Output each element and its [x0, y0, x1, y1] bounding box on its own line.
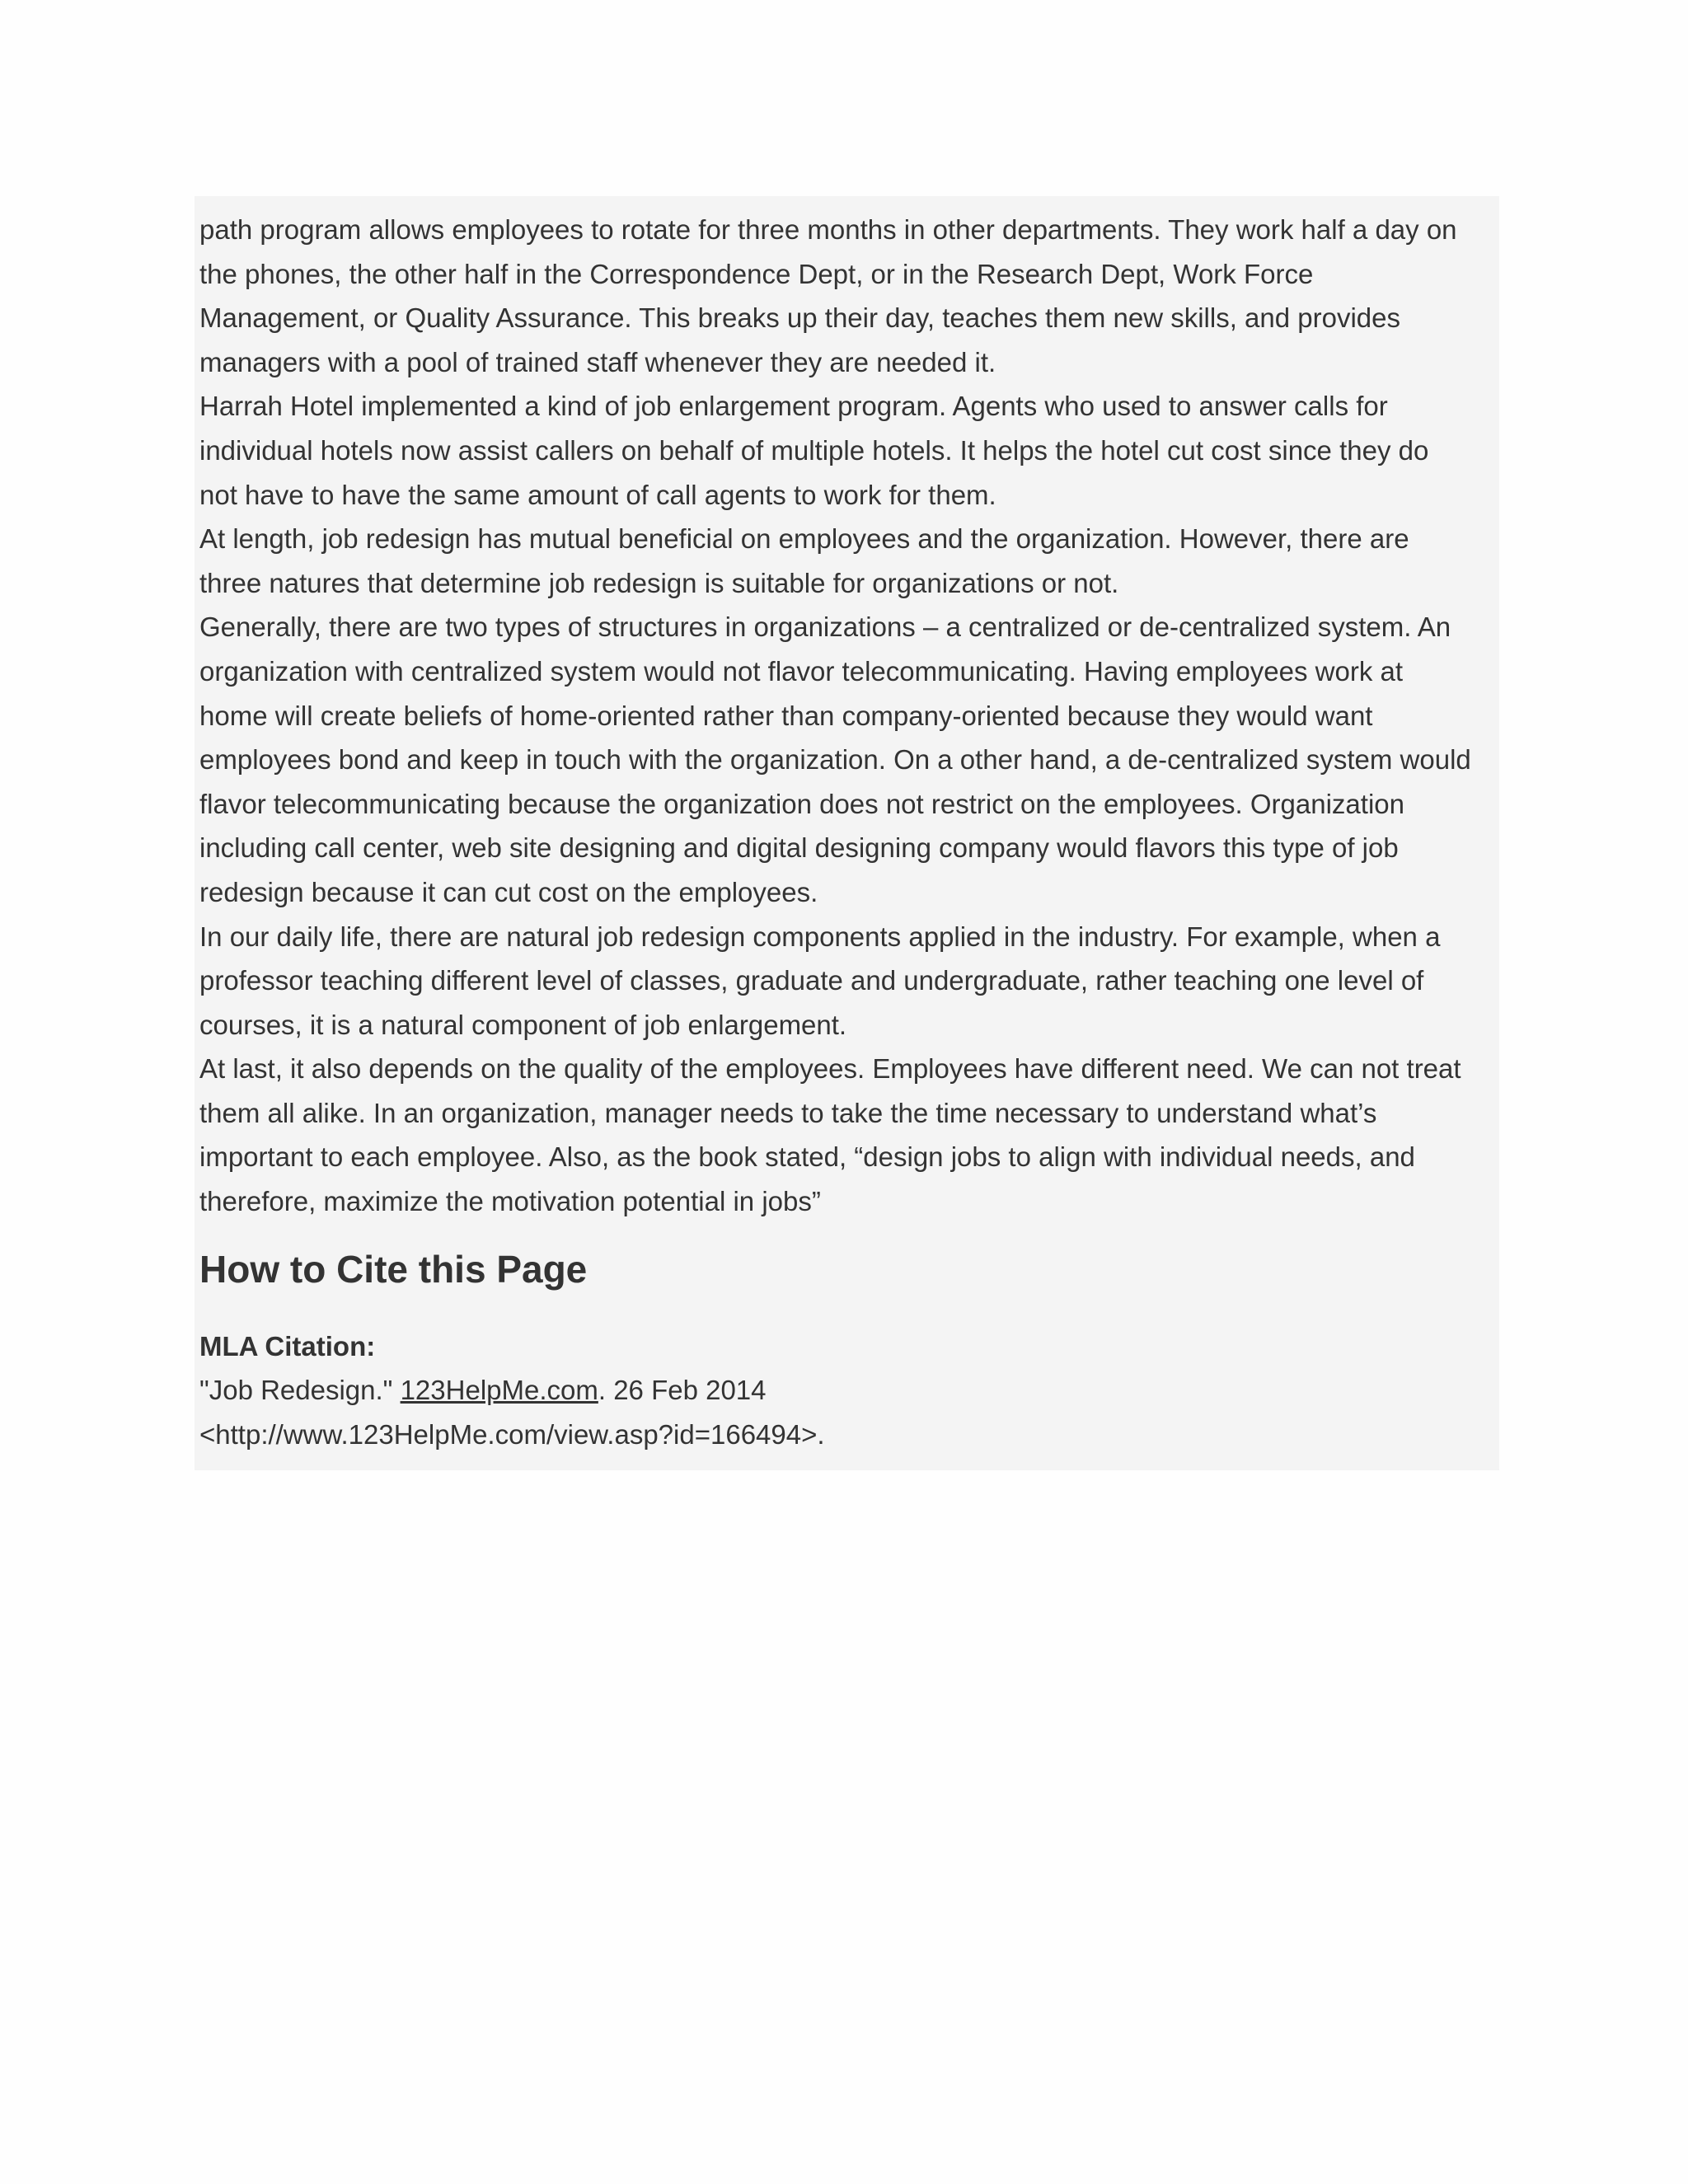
article-content-box: [195, 196, 1499, 1470]
citation-title: "Job Redesign.": [199, 1375, 401, 1406]
mla-citation-label: MLA Citation:: [199, 1330, 376, 1361]
citation-text: [199, 1368, 1498, 1413]
paragraph-mutual-benefit: At length, job redesign has mutual beneficial on employees and the organization. However, there are three natures that determine job redesign is suitable for organizations or not.: [199, 523, 1409, 598]
paragraph-organization-structures: Generally, there are two types of structures in organizations – a centralized or de-centralized system. An organization with centralized system would not flavor telecommunicating. Having employees work at home will create beliefs of home-oriented rather than company-oriented because they would want employees bond and keep in touch with the organization. On a other hand, a de-centralized system would flavor telecommunicating because the organization does not restrict on the employees. Organization including call center, web site designing and digital designing company would flavors this type of job redesign because it can cut cost on the employees.: [199, 612, 1471, 907]
article-body: [199, 208, 1498, 1456]
citation-date: . 26 Feb 2014: [598, 1375, 767, 1406]
cite-heading: How to Cite this Page: [199, 1247, 588, 1291]
paragraph-employee-quality: At last, it also depends on the quality of the employees. Employees have different need. We can not treat them all alike. In an organization, manager needs to take the time necessary to understand what’s important to each employee. Also, as the book stated, “design jobs to align with individual needs, and therefore, maximize the motivation potential in jobs”: [199, 1053, 1461, 1217]
paragraph-harrah-hotel: Harrah Hotel implemented a kind of job enlargement program. Agents who used to answer calls for individual hotels now assist callers on behalf of multiple hotels. It helps the hotel cut cost since they do not have to have the same amount of call agents to work for them.: [199, 391, 1429, 510]
paragraph-daily-life: In our daily life, there are natural job redesign components applied in the industry. For example, when a professor teaching different level of classes, graduate and undergraduate, rather teaching one level of courses, it is a natural component of job enlargement.: [199, 921, 1441, 1040]
site-link[interactable]: 123HelpMe.com: [400, 1375, 598, 1406]
citation-url: <http://www.123HelpMe.com/view.asp?id=166494>.: [199, 1418, 825, 1450]
paragraph-rotation-program: path program allows employees to rotate for three months in other departments. They work half a day on the phones, the other half in the Correspondence Dept, or in the Research Dept, Work Force Management, or Quality Assurance. This breaks up their day, teaches them new skills, and provides managers with a pool of trained staff whenever they are needed it.: [199, 214, 1457, 377]
